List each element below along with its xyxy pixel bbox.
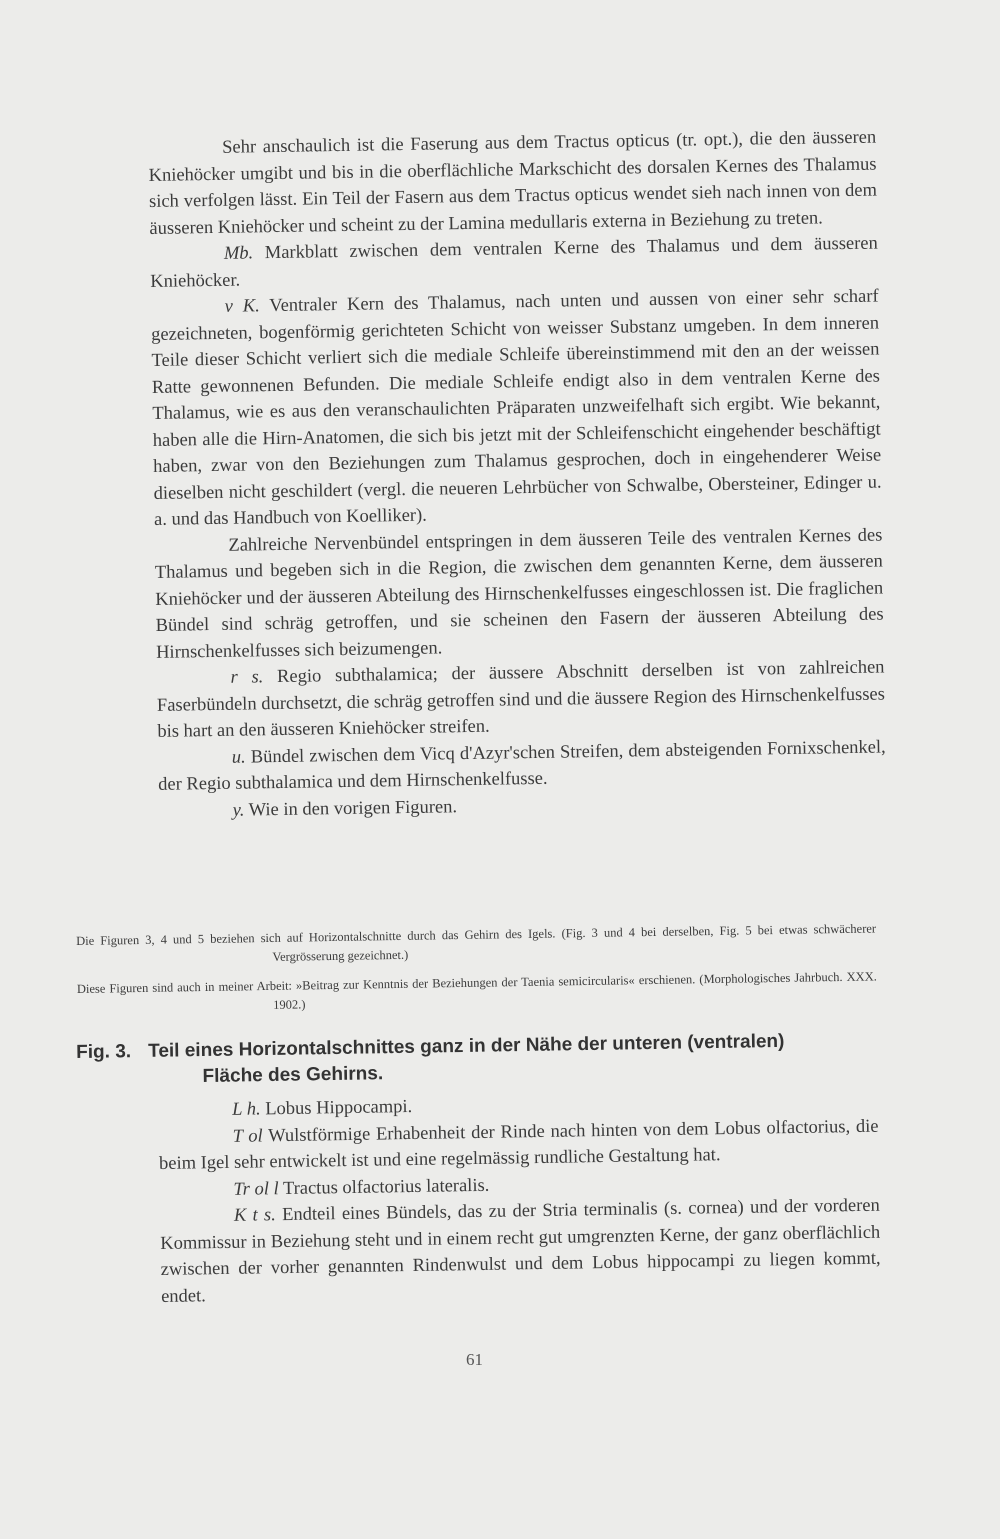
legend-item-kts: [160, 1193, 882, 1310]
legend-abbr: L h.: [232, 1099, 261, 1120]
figure-label: Fig. 3.: [76, 1041, 132, 1063]
paragraph-text: Bündel zwischen dem Vicq d'Azyr'schen Streifen, dem absteigenden Fornixschenkel, der Regio subthalamica und dem Hirnschenkelfusse.: [158, 736, 886, 795]
figure-legend: [158, 1087, 881, 1310]
paragraph-text: Ventraler Kern des Thalamus, nach unten und aussen von einer sehr scharf gezeichneten, bogenförmig gerichteten Schicht von weisser Substanz umgeben. In dem inneren Teile dieser Schicht verliert sich die mediale Schleife übereinstimmend mit den an der weissen Ratte gewonnenen Befunden. Die mediale Schleife endigt also in dem ventralen Kerne des Thalamus, wie es aus den veranschaulichten Präparaten unzweifelhaft sich ergibt. Wie bekannt, haben alle die Hirn-Anatomen, die sich bis jetzt mit der Schleifenschicht eingehender beschäftigt haben, zwar von den Beziehungen zum Thalamus gesprochen, doch in eingehenderer Weise dieselben nicht geschildert (vergl. die neueren Lehrbücher von Schwalbe, Obersteiner, Edinger u. a. und das Handbuch von Koelliker).: [150, 286, 882, 530]
footnote: Diese Figuren sind auch in meiner Arbeit: »Beitrag zur Kenntnis der Beziehungen der Taenia semicircularis« erschienen. (Morphologisches Jahrbuch. XXX. 1902.): [76, 969, 877, 1012]
page-number: 61: [466, 1350, 483, 1369]
paragraph-abbr: r s.: [230, 667, 264, 688]
paragraph-text: Wie in den vorigen Figuren.: [248, 796, 458, 820]
paragraph-text: Zahlreiche Nervenbündel entspringen in dem äusseren Teile des ventralen Kernes des Thalamus und begeben sich in die Region, die zwischen dem genannten Kerne, dem äusseren Kniehöcker und der äusseren Abteilung des Hirnschenkelfusses eingeschlossen ist. Die fraglichen Bündel sind schräg getroffen, und sie scheinen den Fasern der äusseren Abteilung des Hirnschenkelfusses sich beizumengen.: [154, 525, 884, 663]
legend-text: Endteil eines Bündels, das zu der Stria terminalis (s. cornea) und der vorderen Kommissur in Beziehung steht und in einem recht gut umgrenzten Kerne, der ganz oberflächlich zwischen der vorher genannten Rindenwulst und dem Lobus hippocampi zu liegen kommt, endet.: [160, 1195, 881, 1307]
figure-title-line1: Teil eines Horizontalschnittes ganz in der Nähe der unteren (ventralen): [148, 1030, 785, 1062]
paragraph-nerve-bundles: [154, 522, 884, 666]
paragraph-abbr: y.: [232, 800, 245, 821]
paragraph-optic-tract: [148, 125, 878, 242]
paragraph-rs: [156, 654, 885, 745]
legend-abbr: Tr ol l: [233, 1178, 279, 1200]
figure-title-line2: Fläche des Gehirns.: [202, 1063, 384, 1088]
paragraph-text: Sehr anschaulich ist die Faserung aus dem Tractus opticus (tr. opt.), die den äusseren Kniehöcker umgibt und bis in die oberflächliche Markschicht des dorsalen Kernes des Thalamus sich verfolgen lässt. Ein Teil der Fasern aus dem Tractus opticus wendet sieh nach innen von dem äusseren Kniehöcker und scheint zu der Lamina medullaris externa in Beziehung zu treten.: [148, 127, 878, 239]
paragraph-abbr: Mb.: [223, 243, 254, 264]
paragraph-text: Regio subthalamica; der äussere Abschnitt derselben ist von zahlreichen Faserbündeln durchsetzt, die schräg getroffen sind und die äussere Region des Hirnschenkelfusses bis hart an den äusseren Kniehöcker streifen.: [156, 657, 886, 742]
footnotes: [76, 919, 877, 1028]
paragraph-text: Markblatt zwischen dem ventralen Kerne des Thalamus und dem äusseren Kniehöcker.: [150, 233, 878, 292]
main-text: [148, 125, 887, 825]
legend-text: Lobus Hippocampi.: [265, 1097, 413, 1120]
footnote: Die Figuren 3, 4 und 5 beziehen sich auf Horizontalschnitte durch das Gehirn des Igels. (Fig. 3 und 4 bei derselben, Fig. 5 bei etwas schwächerer Vergrösserung gezeichnet.): [76, 921, 877, 964]
paragraph-vk: [150, 284, 882, 534]
legend-text: Tractus olfactorius lateralis.: [282, 1175, 490, 1199]
figure-heading: [76, 1027, 877, 1092]
legend-abbr: T ol: [232, 1125, 263, 1147]
legend-text: Wulstförmige Erhabenheit der Rinde nach hinten von dem Lobus olfactorius, die beim Igel sehr entwickelt ist und eine regelmässig rundliche Gestaltung hat.: [158, 1116, 879, 1174]
paragraph-abbr: u.: [231, 747, 246, 768]
legend-abbr: K t s.: [233, 1205, 276, 1226]
paragraph-abbr: v K.: [224, 296, 260, 317]
